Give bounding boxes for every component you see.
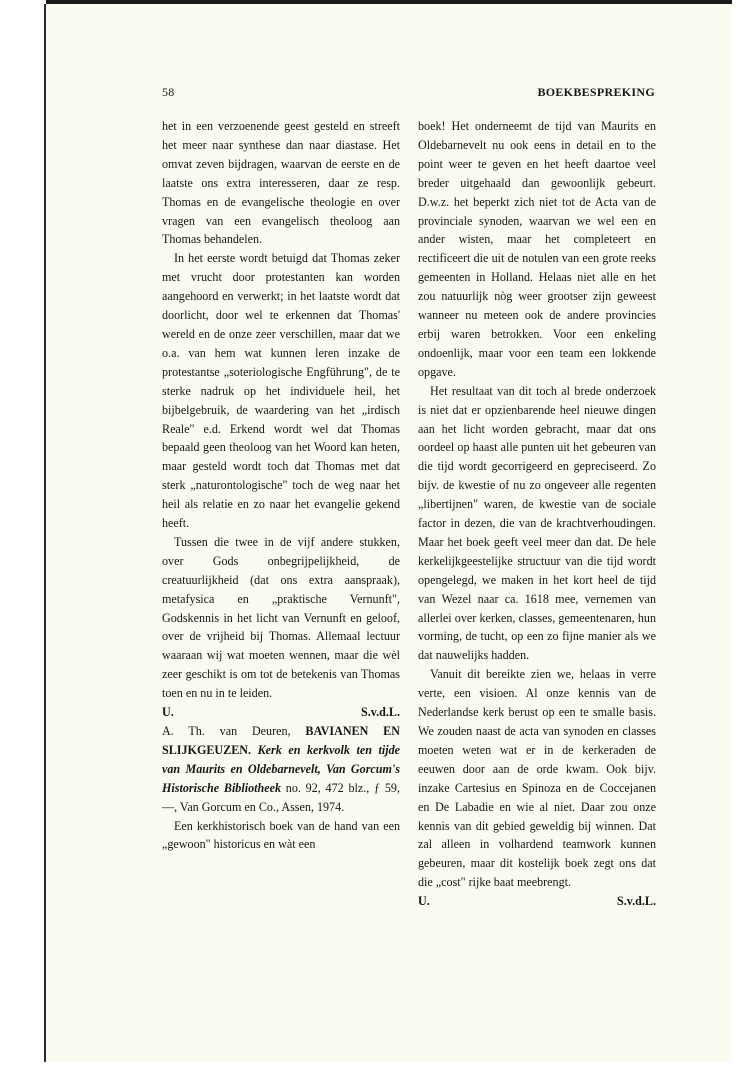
paragraph: Tussen die twee in de vijf andere stukken, over Gods onbegrijpelijkheid, de creatuurlijkheid (dat ons extra aanspraak), metafysica en „praktische Vernunft", Godskennis in het licht van Vernunft en geloof, over de vrijheid bij Thomas. Allemaal lectuur waaraan wij wat moeten wennen, maar die wèl zeer geschikt is om tot de betekenis van Thomas toen en nu in te leiden.	[162, 534, 400, 701]
book-reference	[162, 722, 400, 817]
ref-subtitle: Kerk en kerkvolk ten tijde van Maurits en Oldebarnevelt, Van Gorcum's Historische Bibliotheek	[162, 742, 400, 795]
review-signature	[418, 892, 656, 911]
review-signature	[162, 703, 400, 722]
column-left	[162, 117, 400, 854]
ref-author: A. Th. van Deuren,	[162, 724, 291, 738]
paragraph: boek! Het onderneemt de tijd van Maurits en Oldebarnevelt nu ook eens in detail en to the point weer te geven en het heeft daartoe veel breder uitgehaald dan gewoonlijk gebeurt. D.w.z. het beperkt zich niet tot de Acta van de provinciale synoden, waarvan we wel een en ander wisten, maar het completeert en rectificeert die uit de notulen van een grote reeks gemeenten in Holland. Helaas niet alle en het zou natuurlijk nòg weer grootser zijn geweest wanneer nu meteen ook de andere provincies erbij waren betrokken. Voor een enkeling ondoenlijk, maar voor een team een lokkende opgave.	[418, 119, 656, 379]
page-number: 58	[162, 85, 175, 99]
signature-initial: U.	[162, 705, 174, 720]
paragraph: Vanuit dit bereikte zien we, helaas in verre verte, een visioen. Al onze kennis van de Nederlandse kerk berust op een te smalle basis. We zouden naast de acta van synoden en classes moeten weten wat er in de kerkeraden de eeuwen door aan de orde kwam. Ook bijv. inzake Cartesius en Spinoza en de Coccejanen en De Labadie en wie al niet. Daar zou onze kennis van dit gebied geweldig bij winnen. Dat zal alleen in volhardend teamwork kunnen gebeuren, maar dit kostelijk boek zegt ons dat die „cost" rijke baat meebrengt.	[418, 667, 656, 890]
column-right	[418, 117, 656, 911]
ref-title: BAVIANEN EN SLIJKGEUZEN.	[162, 724, 400, 757]
running-head: BOEKBESPREKING	[537, 85, 655, 99]
paragraph: het in een verzoenende geest gesteld en streeft het meer naar synthese dan naar diastase. Het omvat zeven bijdragen, waarvan de eerste en de laatste ons extra interesseren, daar ze resp. Thomas en de evangelische theologie en over vragen van een evangelisch theoloog aan Thomas behandelen.	[162, 119, 400, 247]
signature-initial: U.	[418, 894, 430, 909]
signature-author: S.v.d.L.	[617, 894, 656, 909]
paragraph: In het eerste wordt betuigd dat Thomas zeker met vrucht door protestanten kan worden aangehoord en verwerkt; in het laatste wordt dat doorlicht, door wel te erkennen dat Thomas' wereld en de onze zeer verschillen, maar dat we o.a. van hem wat kunnen leren inzake de protestantse „soteriologische Engführung", de te sterke nadruk op het individuele heil, het bijbelgebruik, de waardering van het „irdisch Reale" e.d. Erkend wordt wel dat Thomas bepaald geen theoloog van het Woord kan heten, maar gesteld wordt toch dat Thomas met dat sterk „naturontologische" toch de weg naar het heil als relatie en zo naar het evangelie gekend heeft.	[162, 251, 400, 531]
paragraph: Een kerkhistorisch boek van de hand van een „gewoon" historicus en wàt een	[162, 818, 400, 852]
signature-author: S.v.d.L.	[361, 705, 400, 720]
ref-details: no. 92, 472 blz., ƒ 59,—, Van Gorcum en Co., Assen, 1974.	[162, 780, 400, 814]
paragraph: Het resultaat van dit toch al brede onderzoek is niet dat er opzienbarende heel nieuwe dingen aan het licht worden gebracht, maar dat ons oordeel op haast alle punten uit het gebeuren van die tijd wordt gecorrigeerd en gepreciseerd. Zo bijv. de kwestie of nu zo ongeveer alle regenten „libertijnen" waren, de kwestie van de sociale factor in dezen, die van de krachtverhoudingen. Maar het boek geeft veel meer dan dat. De hele kerkelijkgeestelijke structuur van die tijd wordt opengelegd, we maken in het kort heel de tijd van Wezel naar ca. 1618 mee, vernemen van allerlei over kerken, classes, gemeentenaren, hun vorming, de tucht, op een zo fijne manier als we dat nauwelijks hadden.	[418, 383, 656, 663]
